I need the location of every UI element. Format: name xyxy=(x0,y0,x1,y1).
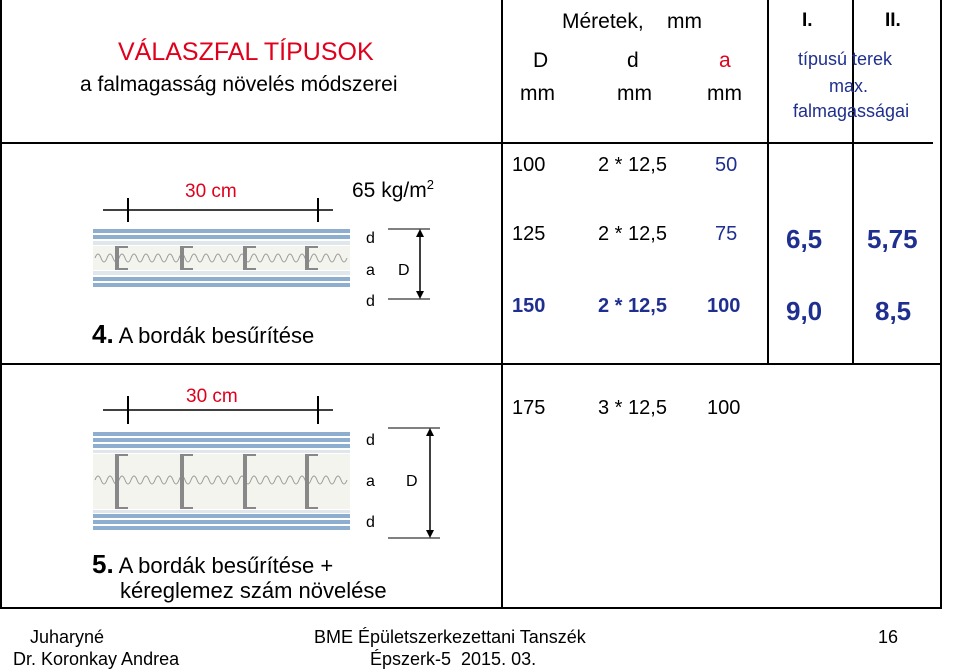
grid-line xyxy=(940,0,942,609)
grid-line xyxy=(0,607,942,609)
page-number: 16 xyxy=(878,627,899,647)
row2-d: 2 * 12,5 xyxy=(598,223,667,245)
row3-type-II: 8,5 xyxy=(875,296,912,326)
type-caption: falmagasságai xyxy=(793,101,910,121)
row1-d: 2 * 12,5 xyxy=(598,154,667,176)
section4-spacing: 30 cm xyxy=(185,181,237,202)
type-caption: max. xyxy=(829,76,869,96)
col-header-D: D xyxy=(533,49,549,72)
section4-caption: 4. A bordák besűrítése xyxy=(92,319,315,349)
col-header-a: a xyxy=(719,49,731,72)
section5-label-D: D xyxy=(406,473,418,490)
footer-department: BME Épületszerkezettani Tanszék xyxy=(314,627,586,647)
row3-D: 150 xyxy=(512,295,546,317)
col-unit-a: mm xyxy=(707,82,742,105)
row3-type-I: 9,0 xyxy=(786,296,823,326)
section4-label-D: D xyxy=(398,262,410,279)
row1-D: 100 xyxy=(512,154,546,176)
section5-spacing: 30 cm xyxy=(186,386,238,407)
type-II-header: II. xyxy=(885,10,901,31)
wall-section-4-drawing xyxy=(0,190,500,390)
section5-caption-line2: kéreglemez szám növelése xyxy=(120,578,387,603)
row1-a: 50 xyxy=(715,154,738,176)
page-subtitle: a falmagasság növelés módszerei xyxy=(80,73,398,96)
footer-course: Épszerk-5 2015. 03. xyxy=(370,649,537,669)
grid-line xyxy=(0,142,933,144)
section4-label-a: a xyxy=(366,262,375,279)
row2-type-I: 6,5 xyxy=(786,224,823,254)
dimensions-label: Méretek, mm xyxy=(562,10,703,33)
col-header-d: d xyxy=(627,49,639,72)
footer-author: Juharyné xyxy=(30,627,105,647)
section5-caption: 5. A bordák besűrítése + xyxy=(92,549,334,579)
row4-d: 3 * 12,5 xyxy=(598,397,667,419)
type-caption: típusú terek xyxy=(798,49,893,69)
section4-label-d: d xyxy=(366,230,375,247)
type-I-header: I. xyxy=(802,10,813,31)
section5-label-d: d xyxy=(366,432,375,449)
grid-line xyxy=(767,0,769,365)
row2-D: 125 xyxy=(512,223,546,245)
row4-a: 100 xyxy=(707,397,741,419)
section5-label-a: a xyxy=(366,473,375,490)
row2-type-II: 5,75 xyxy=(867,224,918,254)
col-unit-D: mm xyxy=(520,82,555,105)
grid-line xyxy=(501,0,503,609)
row3-d: 2 * 12,5 xyxy=(598,295,667,317)
section4-label-d-bottom: d xyxy=(366,293,375,310)
section5-label-d-bottom: d xyxy=(366,514,375,531)
row3-a: 100 xyxy=(707,295,741,317)
page-title: VÁLASZFAL TÍPUSOK xyxy=(118,38,374,66)
row4-D: 175 xyxy=(512,397,546,419)
footer-author: Dr. Koronkay Andrea xyxy=(13,649,180,669)
col-unit-d: mm xyxy=(617,82,652,105)
row2-a: 75 xyxy=(715,223,738,245)
section4-weight: 65 $kg/m^2$ xyxy=(352,177,434,202)
